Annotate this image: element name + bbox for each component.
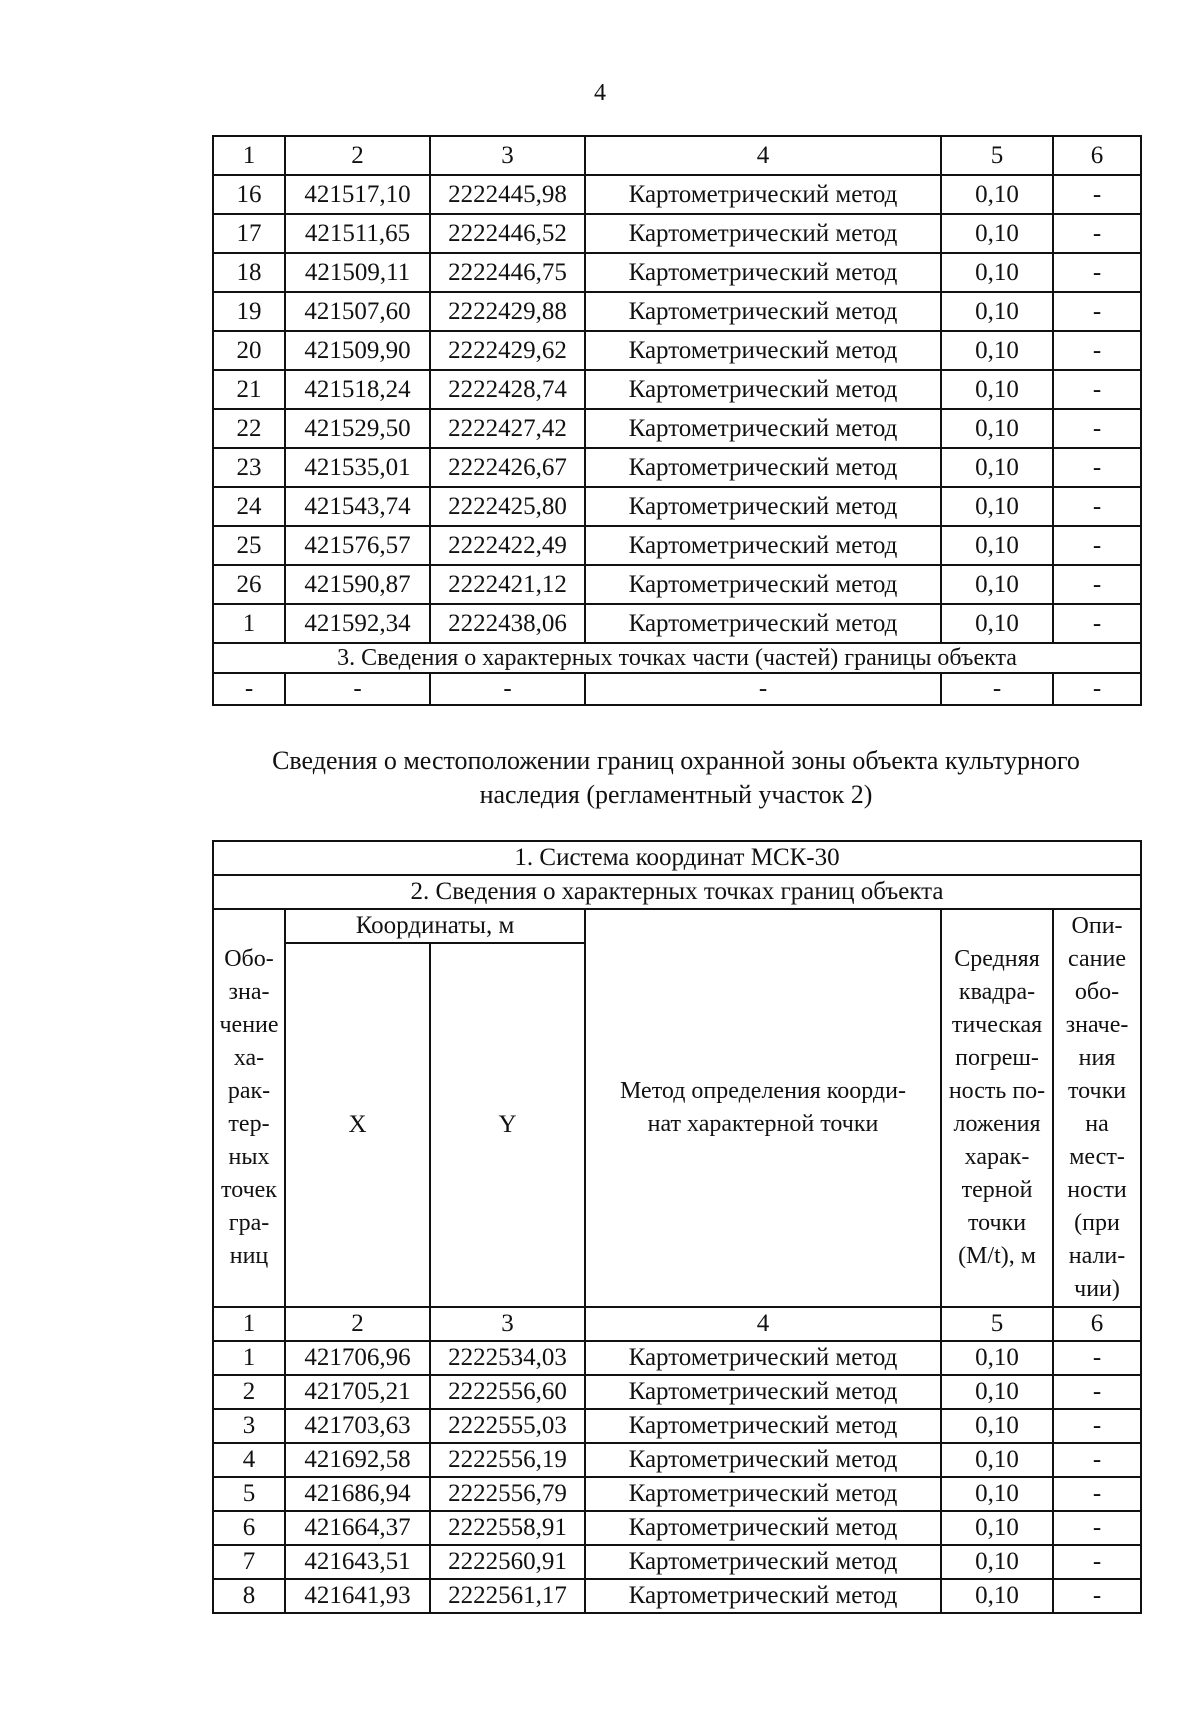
table-cell: 22 <box>213 409 285 448</box>
table-cell: 421517,10 <box>285 175 430 214</box>
table-cell: 2222534,03 <box>430 1341 585 1375</box>
col-number-cell: 4 <box>585 136 941 175</box>
table-row <box>213 604 1141 643</box>
coordinates-table-zone2 <box>212 840 1142 1614</box>
table-row <box>213 370 1141 409</box>
section2-row <box>213 875 1141 909</box>
table-cell: 421590,87 <box>285 565 430 604</box>
table-cell: 0,10 <box>941 487 1053 526</box>
table-cell: - <box>1053 565 1141 604</box>
header-description: Опи- сание обо- значе- ния точки на мест- ности (при нали- чии) <box>1053 909 1141 1307</box>
table-row <box>213 1477 1141 1511</box>
coordinate-system-title: 1. Система координат МСК-30 <box>213 841 1141 875</box>
col-number-cell: 5 <box>941 1307 1053 1341</box>
table-cell: 0,10 <box>941 1511 1053 1545</box>
table-cell: Картометрический метод <box>585 526 941 565</box>
table-row <box>213 487 1141 526</box>
table-cell: 0,10 <box>941 565 1053 604</box>
page-number: 4 <box>594 80 606 106</box>
table-cell: 0,10 <box>941 409 1053 448</box>
table-cell: 0,10 <box>941 1409 1053 1443</box>
table-cell: 2222421,12 <box>430 565 585 604</box>
table-cell: Картометрический метод <box>585 1341 941 1375</box>
table-cell: - <box>1053 331 1141 370</box>
table-cell: 2222446,75 <box>430 253 585 292</box>
table-cell: 25 <box>213 526 285 565</box>
table-cell: - <box>1053 253 1141 292</box>
table-cell: Картометрический метод <box>585 1375 941 1409</box>
header-y: Y <box>430 943 585 1307</box>
section-heading <box>212 744 1140 812</box>
column-number-row <box>213 136 1141 175</box>
table-cell: - <box>1053 448 1141 487</box>
table-cell: Картометрический метод <box>585 292 941 331</box>
table-cell: - <box>1053 526 1141 565</box>
table-cell: 421518,24 <box>285 370 430 409</box>
table-row <box>213 1579 1141 1613</box>
table-cell: 16 <box>213 175 285 214</box>
table-cell: 2222445,98 <box>430 175 585 214</box>
table-cell: 421703,63 <box>285 1409 430 1443</box>
table-row <box>213 331 1141 370</box>
section-heading-line2: наследия (регламентный участок 2) <box>479 780 873 809</box>
table-cell: 2222558,91 <box>430 1511 585 1545</box>
table-cell: 2222556,79 <box>430 1477 585 1511</box>
table-cell: - <box>1053 673 1141 705</box>
table-cell: 421692,58 <box>285 1443 430 1477</box>
table-cell: Картометрический метод <box>585 175 941 214</box>
table-cell: 421507,60 <box>285 292 430 331</box>
table-cell: 26 <box>213 565 285 604</box>
table-cell: 421641,93 <box>285 1579 430 1613</box>
header-coordinates: Координаты, м <box>285 909 585 943</box>
table-cell: - <box>1053 1443 1141 1477</box>
table-cell: 0,10 <box>941 331 1053 370</box>
header-x: X <box>285 943 430 1307</box>
table-row <box>213 1545 1141 1579</box>
table-cell: Картометрический метод <box>585 1477 941 1511</box>
table-cell: 24 <box>213 487 285 526</box>
col-number-cell: 2 <box>285 136 430 175</box>
table-cell: - <box>1053 214 1141 253</box>
table-cell: 2222429,62 <box>430 331 585 370</box>
section2-title: 2. Сведения о характерных точках границ объекта <box>213 875 1141 909</box>
table-row <box>213 1443 1141 1477</box>
col-number-cell: 1 <box>213 1307 285 1341</box>
table-cell: Картометрический метод <box>585 565 941 604</box>
table-cell: 2222426,67 <box>430 448 585 487</box>
table-cell: 2222561,17 <box>430 1579 585 1613</box>
table-cell: 7 <box>213 1545 285 1579</box>
table-cell: Картометрический метод <box>585 1443 941 1477</box>
table-row <box>213 1511 1141 1545</box>
col-number-cell: 4 <box>585 1307 941 1341</box>
table-cell: 421643,51 <box>285 1545 430 1579</box>
table-row <box>213 1375 1141 1409</box>
table-cell: 421509,11 <box>285 253 430 292</box>
table-cell: - <box>1053 1579 1141 1613</box>
table-cell: Картометрический метод <box>585 1511 941 1545</box>
table-cell: 0,10 <box>941 253 1053 292</box>
table-cell: 0,10 <box>941 526 1053 565</box>
table-cell: 8 <box>213 1579 285 1613</box>
col-number-cell: 6 <box>1053 136 1141 175</box>
table-cell: - <box>1053 1477 1141 1511</box>
table-cell: 421509,90 <box>285 331 430 370</box>
table-row <box>213 175 1141 214</box>
table-cell: 0,10 <box>941 370 1053 409</box>
table-cell: 2222428,74 <box>430 370 585 409</box>
table-cell: - <box>1053 409 1141 448</box>
col-number-cell: 3 <box>430 1307 585 1341</box>
table-cell: 19 <box>213 292 285 331</box>
header-method: Метод определения коорди- нат характерной точки <box>585 909 941 1307</box>
section-heading-line1: Сведения о местоположении границ охранной зоны объекта культурного <box>272 746 1080 775</box>
table-cell: 0,10 <box>941 604 1053 643</box>
col-number-cell: 3 <box>430 136 585 175</box>
table-cell: 2222556,60 <box>430 1375 585 1409</box>
column-number-row <box>213 1307 1141 1341</box>
table-cell: Картометрический метод <box>585 604 941 643</box>
table-cell: 421706,96 <box>285 1341 430 1375</box>
table-cell: 421511,65 <box>285 214 430 253</box>
table-cell: 0,10 <box>941 448 1053 487</box>
table-cell: 21 <box>213 370 285 409</box>
table-cell: Картометрический метод <box>585 214 941 253</box>
table-cell: 2 <box>213 1375 285 1409</box>
table-cell: - <box>1053 487 1141 526</box>
table-cell: - <box>1053 1545 1141 1579</box>
table-cell: 0,10 <box>941 1545 1053 1579</box>
table-cell: 2222422,49 <box>430 526 585 565</box>
table-cell: - <box>1053 292 1141 331</box>
col-number-cell: 2 <box>285 1307 430 1341</box>
table-cell: 2222438,06 <box>430 604 585 643</box>
table-cell: - <box>1053 1375 1141 1409</box>
table-cell: 23 <box>213 448 285 487</box>
table-cell: 0,10 <box>941 1477 1053 1511</box>
table-row <box>213 1409 1141 1443</box>
system-row <box>213 841 1141 875</box>
table-cell: Картометрический метод <box>585 1409 941 1443</box>
table-cell: Картометрический метод <box>585 487 941 526</box>
table-cell: - <box>941 673 1053 705</box>
col-number-cell: 6 <box>1053 1307 1141 1341</box>
table-cell: - <box>1053 1341 1141 1375</box>
table-cell: 20 <box>213 331 285 370</box>
table-cell: Картометрический метод <box>585 253 941 292</box>
section3-empty-row <box>213 673 1141 705</box>
table-cell: Картометрический метод <box>585 331 941 370</box>
table-cell: 0,10 <box>941 1443 1053 1477</box>
table-cell: 0,10 <box>941 1579 1053 1613</box>
table-cell: 1 <box>213 1341 285 1375</box>
table-row <box>213 526 1141 565</box>
table-cell: - <box>213 673 285 705</box>
table-cell: 421529,50 <box>285 409 430 448</box>
table-cell: 421576,57 <box>285 526 430 565</box>
table-cell: 18 <box>213 253 285 292</box>
header-designation: Обо- зна- чение ха- рак- тер- ных точек гра- ниц <box>213 909 285 1307</box>
table-cell: 421664,37 <box>285 1511 430 1545</box>
table-cell: 0,10 <box>941 1341 1053 1375</box>
table-cell: Картометрический метод <box>585 370 941 409</box>
table-cell: - <box>1053 1409 1141 1443</box>
table-row <box>213 1341 1141 1375</box>
coordinates-table-continued <box>212 135 1142 706</box>
table-cell: 2222560,91 <box>430 1545 585 1579</box>
table-cell: - <box>1053 175 1141 214</box>
table-cell: 17 <box>213 214 285 253</box>
table-cell: Картометрический метод <box>585 1579 941 1613</box>
table-cell: - <box>585 673 941 705</box>
col-number-cell: 1 <box>213 136 285 175</box>
table-row <box>213 565 1141 604</box>
table-cell: Картометрический метод <box>585 448 941 487</box>
table-cell: - <box>1053 1511 1141 1545</box>
col-number-cell: 5 <box>941 136 1053 175</box>
table-cell: 421686,94 <box>285 1477 430 1511</box>
table-cell: 2222555,03 <box>430 1409 585 1443</box>
table-cell: 2222427,42 <box>430 409 585 448</box>
header-error: Средняя квадра- тическая погреш- ность по- ложения харак- терной точки (M/t), м <box>941 909 1053 1307</box>
table-cell: 2222556,19 <box>430 1443 585 1477</box>
table-row <box>213 409 1141 448</box>
section3-title-row <box>213 643 1141 673</box>
table-cell: 0,10 <box>941 175 1053 214</box>
table-row <box>213 448 1141 487</box>
table-cell: 5 <box>213 1477 285 1511</box>
header-row-top <box>213 909 1141 943</box>
table-cell: Картометрический метод <box>585 409 941 448</box>
table-cell: 3 <box>213 1409 285 1443</box>
table-cell: - <box>285 673 430 705</box>
table-cell: 2222429,88 <box>430 292 585 331</box>
table-row <box>213 214 1141 253</box>
table-cell: - <box>1053 370 1141 409</box>
table-cell: 0,10 <box>941 292 1053 331</box>
table-cell: 0,10 <box>941 214 1053 253</box>
table-cell: 421705,21 <box>285 1375 430 1409</box>
table-cell: Картометрический метод <box>585 1545 941 1579</box>
table-cell: - <box>430 673 585 705</box>
table-cell: - <box>1053 604 1141 643</box>
table-cell: 6 <box>213 1511 285 1545</box>
table-row <box>213 253 1141 292</box>
table-cell: 421592,34 <box>285 604 430 643</box>
table-cell: 2222446,52 <box>430 214 585 253</box>
section3-title: 3. Сведения о характерных точках части (частей) границы объекта <box>213 643 1141 673</box>
table-cell: 2222425,80 <box>430 487 585 526</box>
table-cell: 4 <box>213 1443 285 1477</box>
table-row <box>213 292 1141 331</box>
table-cell: 421535,01 <box>285 448 430 487</box>
table-cell: 0,10 <box>941 1375 1053 1409</box>
table-cell: 1 <box>213 604 285 643</box>
table-cell: 421543,74 <box>285 487 430 526</box>
